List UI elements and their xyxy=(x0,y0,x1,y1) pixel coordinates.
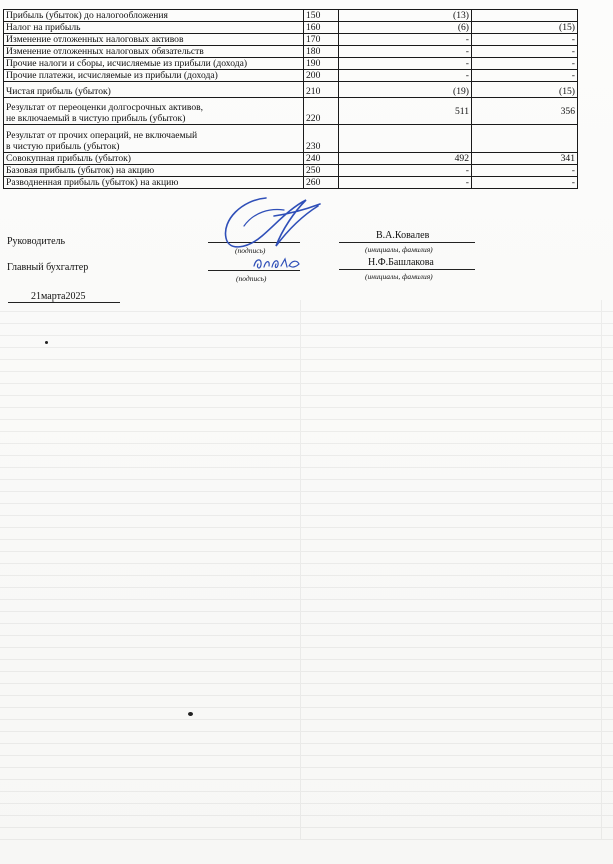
director-name-line xyxy=(339,242,475,243)
row-current: (13) xyxy=(339,10,472,22)
table-row xyxy=(4,34,578,46)
accountant-signature-icon xyxy=(252,254,302,272)
row-name: Разводненная прибыль (убыток) на акцию xyxy=(4,177,304,189)
row-current: - xyxy=(339,177,472,189)
row-current: - xyxy=(339,70,472,82)
row-previous: - xyxy=(472,70,578,82)
row-previous: - xyxy=(472,34,578,46)
accountant-label: Главный бухгалтер xyxy=(7,262,89,273)
row-current xyxy=(339,125,472,153)
row-name: Базовая прибыль (убыток) на акцию xyxy=(4,165,304,177)
table-row xyxy=(4,98,578,125)
row-code: 240 xyxy=(304,153,339,165)
row-name: Изменение отложенных налоговых активов xyxy=(4,34,304,46)
row-previous xyxy=(472,125,578,153)
row-current: (19) xyxy=(339,82,472,98)
row-code: 170 xyxy=(304,34,339,46)
row-name xyxy=(4,125,304,153)
table-row xyxy=(4,153,578,165)
table-row xyxy=(4,70,578,82)
row-current: - xyxy=(339,46,472,58)
table-row xyxy=(4,22,578,34)
row-code: 250 xyxy=(304,165,339,177)
accountant-name-caption: (инициалы, фамилия) xyxy=(365,272,433,281)
row-code: 260 xyxy=(304,177,339,189)
row-previous: 341 xyxy=(472,153,578,165)
row-name-line1: Результат от переоценки долгосрочных активов, xyxy=(6,102,204,113)
row-code: 200 xyxy=(304,70,339,82)
director-name-caption: (инициалы, фамилия) xyxy=(365,245,433,254)
row-name: Прибыль (убыток) до налогообложения xyxy=(4,10,304,22)
row-name-line2: не включаемый в чистую прибыль (убыток) xyxy=(6,113,186,124)
row-current: - xyxy=(339,58,472,70)
row-previous: 356 xyxy=(472,98,578,125)
row-previous: - xyxy=(472,165,578,177)
ink-dot xyxy=(188,712,193,716)
report-date: 21марта2025 xyxy=(31,291,86,302)
accountant-name-line xyxy=(339,269,475,270)
row-name: Прочие налоги и сборы, исчисляемые из прибыли (дохода) xyxy=(4,58,304,70)
accountant-name: Н.Ф.Башлакова xyxy=(368,257,434,268)
row-code: 210 xyxy=(304,82,339,98)
row-code: 230 xyxy=(304,125,339,153)
row-name-line1: Результат от прочих операций, не включаемый xyxy=(6,130,198,141)
row-current: - xyxy=(339,165,472,177)
table-row xyxy=(4,82,578,98)
ink-dot xyxy=(45,341,48,344)
row-previous: - xyxy=(472,177,578,189)
date-line xyxy=(8,302,120,303)
row-previous: - xyxy=(472,46,578,58)
table-row xyxy=(4,10,578,22)
director-label: Руководитель xyxy=(7,236,66,247)
accountant-sign-caption: (подпись) xyxy=(236,274,267,283)
row-previous: (15) xyxy=(472,82,578,98)
row-name-line2: в чистую прибыль (убыток) xyxy=(6,141,120,152)
row-previous: (15) xyxy=(472,22,578,34)
director-name: В.А.Ковалев xyxy=(376,230,430,241)
row-code: 180 xyxy=(304,46,339,58)
table-row xyxy=(4,125,578,153)
table-row xyxy=(4,58,578,70)
row-previous xyxy=(472,10,578,22)
row-previous: - xyxy=(472,58,578,70)
row-name xyxy=(4,98,304,125)
row-code: 160 xyxy=(304,22,339,34)
row-name: Изменение отложенных налоговых обязательств xyxy=(4,46,304,58)
row-name: Налог на прибыль xyxy=(4,22,304,34)
bleed-through-texture xyxy=(0,300,613,840)
income-statement-table xyxy=(3,9,578,189)
row-current: 511 xyxy=(339,98,472,125)
row-current: (6) xyxy=(339,22,472,34)
table-row xyxy=(4,165,578,177)
row-current: 492 xyxy=(339,153,472,165)
row-current: - xyxy=(339,34,472,46)
row-name: Совокупная прибыль (убыток) xyxy=(4,153,304,165)
director-sign-caption: (подпись) xyxy=(235,246,266,255)
table-row xyxy=(4,46,578,58)
row-code: 150 xyxy=(304,10,339,22)
row-code: 190 xyxy=(304,58,339,70)
row-name: Чистая прибыль (убыток) xyxy=(4,82,304,98)
row-name: Прочие платежи, исчисляемые из прибыли (дохода) xyxy=(4,70,304,82)
row-code: 220 xyxy=(304,98,339,125)
